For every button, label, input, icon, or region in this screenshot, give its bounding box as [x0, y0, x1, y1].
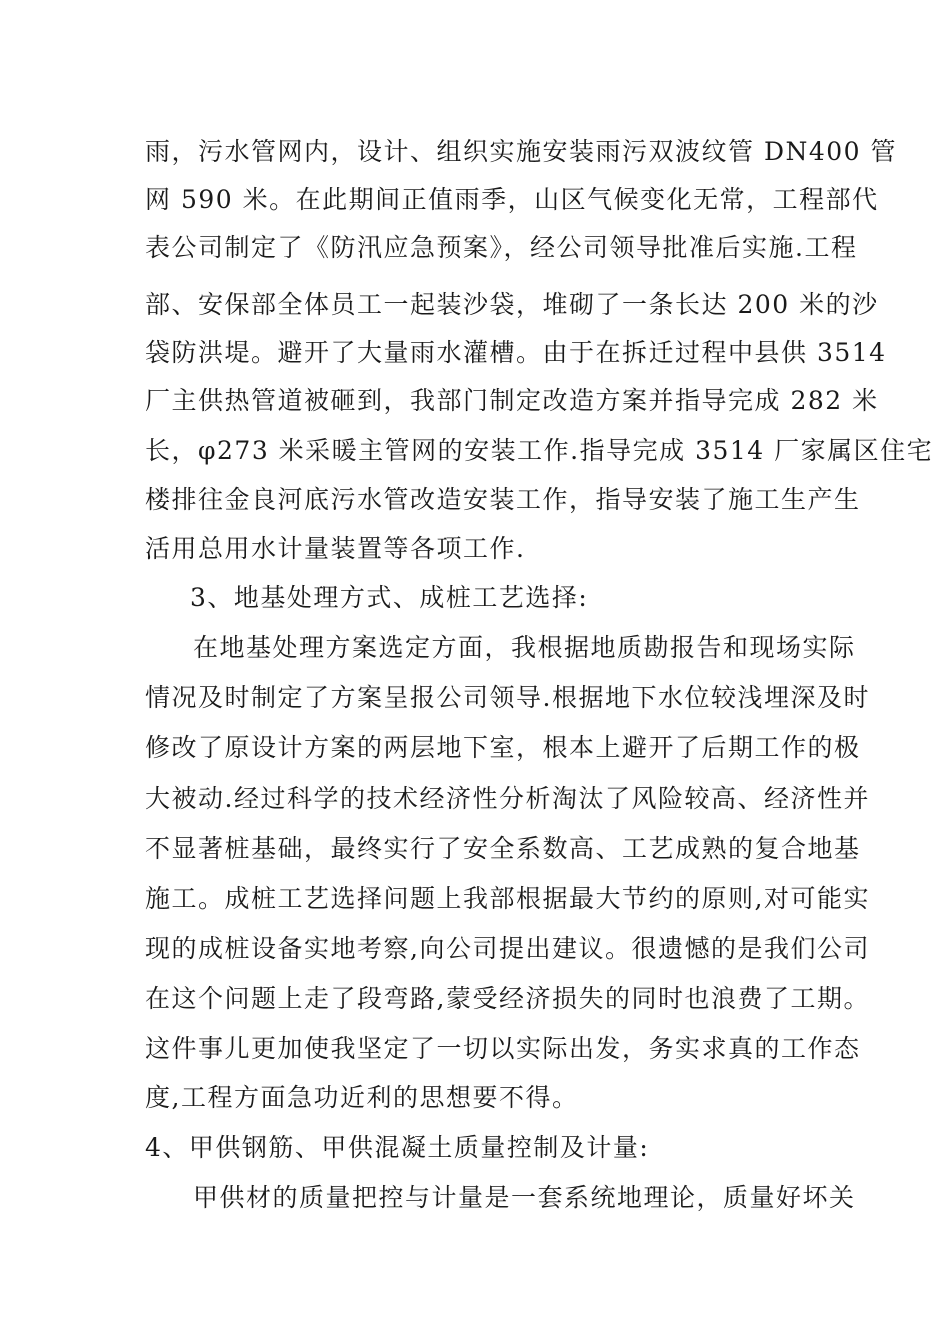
- paragraph-line: 情况及时制定了方案呈报公司领导.根据地下水位较浅埋深及时: [145, 683, 870, 712]
- paragraph-line: 施工。成桩工艺选择问题上我部根据最大节约的原则,对可能实: [145, 884, 870, 913]
- paragraph-line: 网 590 米。在此期间正值雨季，山区气候变化无常，工程部代: [145, 185, 879, 214]
- paragraph-line: 活用总用水计量装置等各项工作.: [145, 534, 526, 563]
- paragraph-line: 这件事儿更加使我坚定了一切以实际出发，务实求真的工作态: [145, 1034, 861, 1063]
- paragraph-line: 雨，污水管网内，设计、组织实施安装雨污双波纹管 DN400 管: [145, 137, 898, 166]
- paragraph-line: 部、安保部全体员工一起装沙袋，堆砌了一条长达 200 米的沙: [145, 290, 879, 319]
- paragraph-line: 甲供材的质量把控与计量是一套系统地理论，质量好坏关: [193, 1183, 856, 1212]
- paragraph-line: 不显著桩基础，最终实行了安全系数高、工艺成熟的复合地基: [145, 834, 861, 863]
- section-heading: 4、甲供钢筋、甲供混凝土质量控制及计量:: [145, 1133, 650, 1162]
- paragraph-line: 表公司制定了《防汛应急预案》，经公司领导批准后实施.工程: [145, 233, 858, 262]
- paragraph-line: 厂主供热管道被砸到，我部门制定改造方案并指导完成 282 米: [145, 386, 879, 415]
- paragraph-line: 在地基处理方案选定方面，我根据地质勘报告和现场实际: [193, 633, 856, 662]
- paragraph-line: 度,工程方面急功近利的思想要不得。: [145, 1083, 579, 1112]
- paragraph-line: 长，φ273 米采暖主管网的安装工作.指导完成 3514 厂家属区住宅: [145, 436, 934, 465]
- paragraph-line: 修改了原设计方案的两层地下室，根本上避开了后期工作的极: [145, 733, 861, 762]
- section-heading: 3、地基处理方式、成桩工艺选择:: [190, 583, 589, 612]
- paragraph-line: 大被动.经过科学的技术经济性分析淘汰了风险较高、经济性并: [145, 784, 870, 813]
- paragraph-line: 楼排往金良河底污水管改造安装工作，指导安装了施工生产生: [145, 485, 861, 514]
- paragraph-line: 在这个问题上走了段弯路,蒙受经济损失的同时也浪费了工期。: [145, 984, 870, 1013]
- paragraph-line: 现的成桩设备实地考察,向公司提出建议。很遗憾的是我们公司: [145, 934, 870, 963]
- paragraph-line: 袋防洪堤。避开了大量雨水灌槽。由于在拆迁过程中县供 3514: [145, 338, 887, 367]
